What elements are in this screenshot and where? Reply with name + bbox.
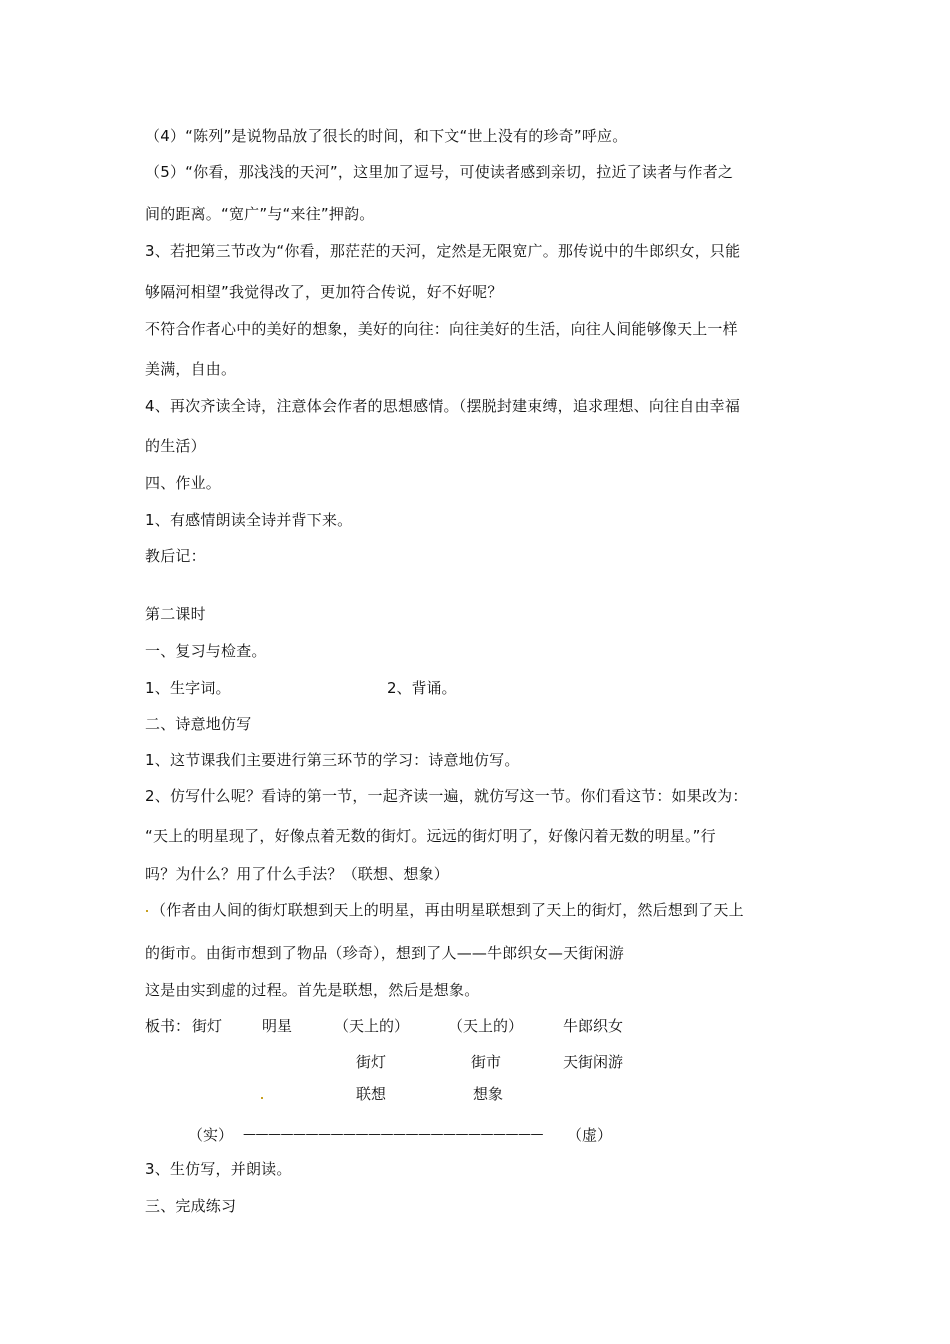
text-line-21: 的街市。由街市想到了物品（珍奇），想到了人——牛郎织女—天街闲游 <box>145 944 624 962</box>
text-line-1: （4）“陈列”是说物品放了很长的时间，和下文“世上没有的珍奇”呼应。 <box>145 127 628 145</box>
text-line-16: 1、这节课我们主要进行第三环节的学习：诗意地仿写。 <box>145 751 520 769</box>
board-dash-line: ———————————————————————— <box>243 1127 543 1142</box>
lesson-heading-second: 第二课时 <box>145 605 206 623</box>
board-virtual-label: （虚） <box>567 1126 613 1144</box>
board-cell: （天上的） <box>334 1017 410 1035</box>
text-line-3: 间的距离。“宽广”与“来往”押韵。 <box>145 205 375 223</box>
section-heading-homework: 四、作业。 <box>145 474 222 492</box>
text-line-9: 的生活） <box>145 437 206 455</box>
text-line-17: 2、仿写什么呢？看诗的第一节，一起齐读一遍，就仿写这一节。你们看这节：如果改为： <box>145 787 748 805</box>
text-line-4: 3、若把第三节改为“你看，那茫茫的天河，定然是无限宽广。那传说中的牛郎织女，只能 <box>145 242 741 260</box>
text-line-20: （作者由人间的街灯联想到天上的明星，再由明星联想到了天上的街灯，然后想到了天上 <box>151 901 744 919</box>
board-cell: 联想 <box>356 1085 387 1103</box>
text-line-2: （5）“你看，那浅浅的天河”，这里加了逗号，可使读者感到亲切，拉近了读者与作者之 <box>145 163 734 181</box>
stray-mark <box>146 910 148 912</box>
board-cell: （天上的） <box>448 1017 524 1035</box>
text-line-23: 3、生仿写，并朗读。 <box>145 1160 292 1178</box>
text-line-22: 这是由实到虚的过程。首先是联想，然后是想象。 <box>145 981 480 999</box>
section-heading-review: 一、复习与检查。 <box>145 642 267 660</box>
board-cell: 街灯 <box>192 1017 223 1035</box>
text-line-19: 吗？为什么？用了什么手法？（联想、想象） <box>145 865 450 883</box>
text-line-7: 美满，自由。 <box>145 360 237 378</box>
text-line-11: 1、有感情朗读全诗并背下来。 <box>145 511 353 529</box>
review-item-recite: 2、背诵。 <box>387 679 457 697</box>
text-line-8: 4、再次齐读全诗，注意体会作者的思想感情。（摆脱封建束缚，追求理想、向往自由幸福 <box>145 397 741 415</box>
board-cell: 街市 <box>471 1053 502 1071</box>
board-real-label: （实） <box>188 1126 234 1144</box>
stray-mark <box>261 1097 263 1099</box>
board-cell: 明星 <box>262 1017 293 1035</box>
board-cell: 牛郎织女 <box>563 1017 624 1035</box>
board-label: 板书： <box>145 1017 191 1035</box>
text-line-6: 不符合作者心中的美好的想象，美好的向往：向往美好的生活，向往人间能够像天上一样 <box>145 320 738 338</box>
section-heading-exercise: 三、完成练习 <box>145 1197 237 1215</box>
board-cell: 街灯 <box>356 1053 387 1071</box>
text-line-5: 够隔河相望”我觉得改了，更加符合传说，好不好呢？ <box>145 283 503 301</box>
board-cell: 想象 <box>473 1085 504 1103</box>
board-cell: 天街闲游 <box>563 1053 624 1071</box>
text-line-18: “天上的明星现了，好像点着无数的街灯。远远的街灯明了，好像闪着无数的明星。”行 <box>145 827 716 845</box>
teaching-notes-label: 教后记： <box>145 547 206 565</box>
section-heading-imitation: 二、诗意地仿写 <box>145 715 252 733</box>
review-item-vocabulary: 1、生字词。 <box>145 679 231 697</box>
